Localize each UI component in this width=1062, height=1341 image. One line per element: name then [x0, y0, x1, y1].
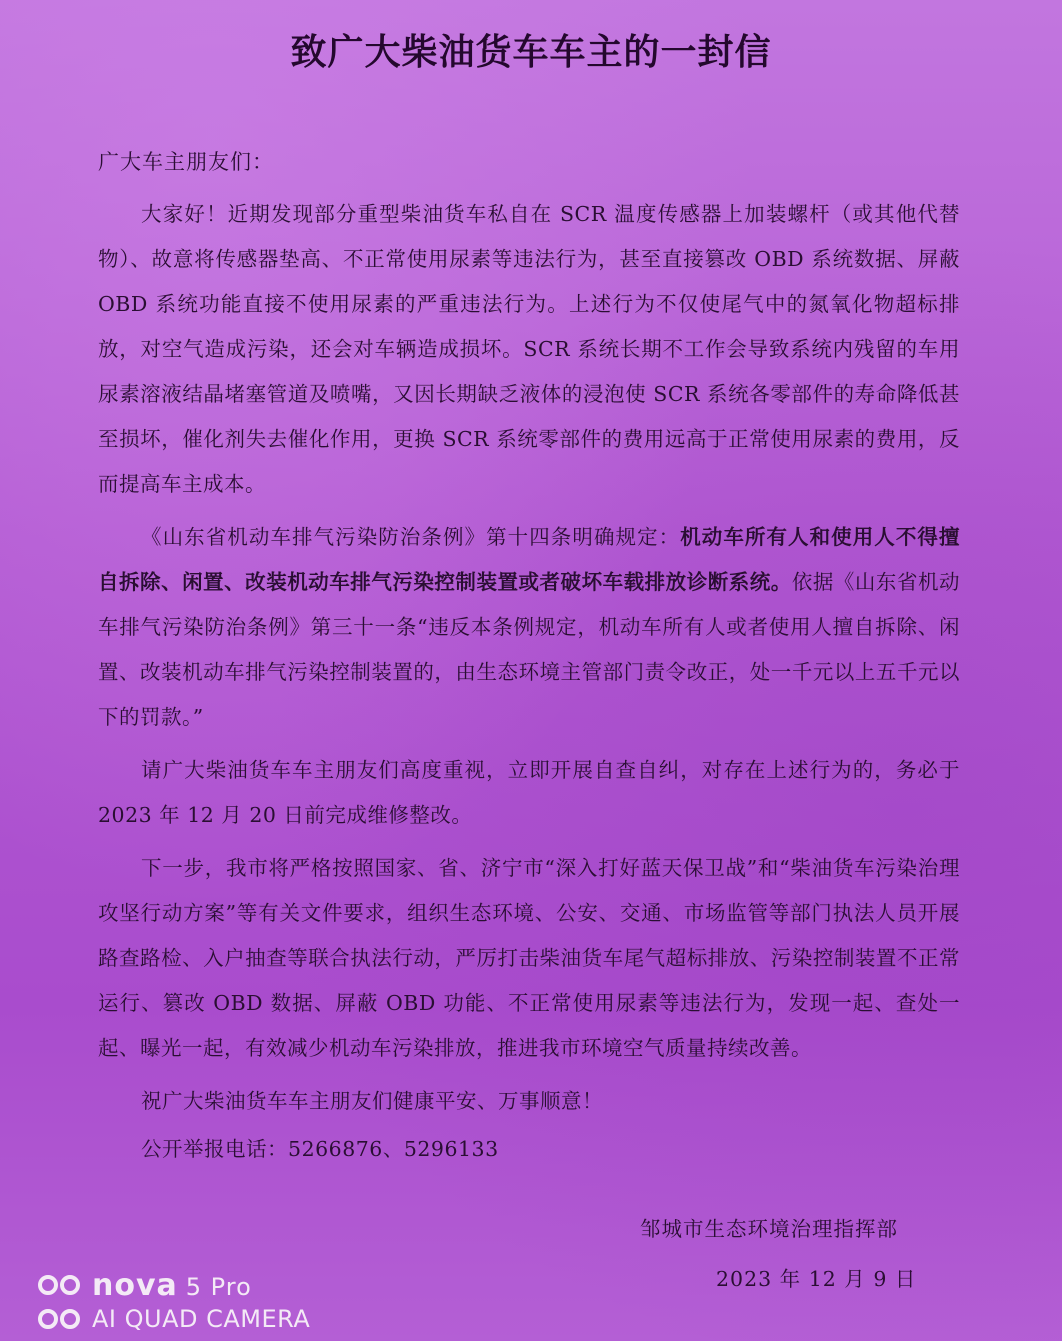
paragraph-wishes: 祝广大柴油货车车主朋友们健康平安、万事顺意！ — [141, 1089, 604, 1113]
camera-tagline: AI QUAD CAMERA — [92, 1305, 311, 1333]
camera-watermark — [38, 1268, 310, 1336]
letter-body — [98, 192, 960, 1175]
signature-org: 邹城市生态环境治理指挥部 — [640, 1217, 898, 1241]
report-hotline: 公开举报电话：5266876、5296133 — [141, 1137, 499, 1161]
camera-watermark-line2 — [38, 1302, 310, 1336]
quad-camera-logo-icon — [38, 1275, 80, 1295]
regulation-bold-clause: 机动车所有人和使用人不得擅自拆除、闲置、改装机动车排气污染控制装置或者破坏车载排放诊断系统。 — [98, 525, 960, 594]
camera-model: 5 Pro — [185, 1272, 252, 1301]
paragraph-next-steps: 下一步，我市将严格按照国家、省、济宁市“深入打好蓝天保卫战”和“柴油货车污染治理攻坚行动方案”等有关文件要求，组织生态环境、公安、交通、市场监管等部门执法人员开展路查路检、入户抽查等联合执法行动，严厉打击柴油货车尾气超标排放、污染控制装置不正常运行、篡改 OBD 数据、屏蔽 OBD 功能、不正常使用尿素等违法行为，发现一起、查处一起、曝光一起，有效减少机动车污染排放，推进我市环境空气质量持续改善。 — [98, 856, 960, 1060]
letter-title: 致广大柴油货车车主的一封信 — [290, 31, 772, 73]
quad-camera-logo-icon-lower — [38, 1309, 80, 1329]
letter-date: 2023 年 12 月 9 日 — [716, 1267, 917, 1291]
salutation: 广大车主朋友们： — [98, 150, 274, 174]
camera-watermark-line1 — [38, 1268, 310, 1302]
regulation-intro: 《山东省机动车排气污染防治条例》第十四条明确规定： — [141, 525, 681, 549]
camera-brand: nova — [92, 1267, 178, 1303]
paragraph-deadline: 请广大柴油货车车主朋友们高度重视，立即开展自查自纠，对存在上述行为的，务必于 2023 年 12 月 20 日前完成维修整改。 — [98, 758, 960, 827]
paragraph-regulation — [98, 515, 960, 740]
paragraph-intro: 大家好！近期发现部分重型柴油货车私自在 SCR 温度传感器上加装螺杆（或其他代替物）、故意将传感器垫高、不正常使用尿素等违法行为，甚至直接篡改 OBD 系统数据、屏蔽 OBD 系统功能直接不使用尿素的严重违法行为。上述行为不仅使尾气中的氮氧化物超标排放，对空气造成污染，还会对车辆造成损坏。SCR 系统长期不工作会导致系统内残留的车用尿素溶液结晶堵塞管道及喷嘴，又因长期缺乏液体的浸泡使 SCR 系统各零部件的寿命降低甚至损坏，催化剂失去催化作用，更换 SCR 系统零部件的费用远高于正常使用尿素的费用，反而提高车主成本。 — [98, 202, 960, 496]
regulation-penalty: 依据《山东省机动车排气污染防治条例》第三十一条“违反本条例规定，机动车所有人或者使用人擅自拆除、闲置、改装机动车排气污染控制装置的，由生态环境主管部门责令改正，处一千元以上五千元以下的罚款。” — [98, 570, 961, 729]
